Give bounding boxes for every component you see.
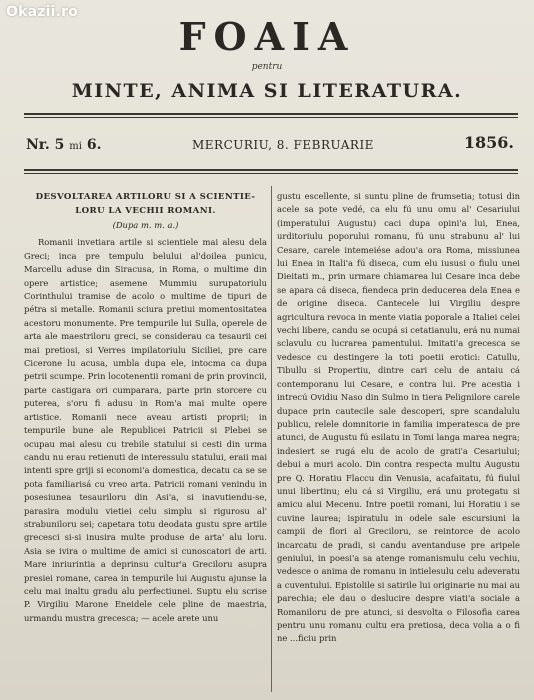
masthead-title: FOAIA — [178, 14, 356, 59]
issue-info-row — [24, 133, 518, 153]
issue-number: Nr. 5 — [26, 137, 65, 153]
watermark-brand: Okazii.ro — [6, 4, 79, 20]
issue-second-number: 6. — [86, 137, 102, 153]
right-column — [277, 190, 520, 695]
issue-number-group — [26, 137, 101, 153]
masthead-subtitle: MINTE, ANIMA SI LITERATURA. — [71, 80, 463, 102]
issue-joiner: mi — [69, 141, 82, 152]
issue-rule-thick — [24, 169, 518, 171]
masthead-rule-thin — [24, 117, 518, 118]
left-column — [24, 190, 267, 695]
article-title-line2: LORU LA VECHII ROMANI. — [75, 206, 216, 216]
issue-year: 1856. — [463, 133, 514, 152]
issue-date: MERCURIU, 8. FEBRUARIE — [192, 138, 374, 152]
article-paragraph-continued: gustu escellente, si suntu pline de frumsetia; totusi din acele sa pote vedé, ca elu fú unu omu al' Cesariului (imperatului Augustu) caci dupa opini'a lui, Enea, urditoriulu poporului romanu, fú unu strabunu al' lui Cesare, carele intemeiése adou'a ora Roma, missiunea lui Enea in Itali'a fú diseca, cum elu iususi o fiulu unei Dieitati m., prin urmare chiamarea lui Cesare inca debe se apara cá diseca, fiendeca prin deducerea dela Enea e de origine diseca. Cantecele lui Virgiliu despre agricultura revoca in mente viatia poporale a Italiei celei vechi libere, candu se ocupá si cetatianulu, erá nu numai sclavulu cu lucrarea pamentului. Imitati'a grecesca se vedesce cu destingere la toti poetii erotici: Catullu, Tibullu si Propertiu, dintre cari celu de antaiu cá contemporanu lui Cesare, e contra lui. Pre acestia i intrecú Ovidiu Naso din Sulmo in tiera Pelignilore carele dupace prin cautecile sale descoperi, spre scandalulu publicu, relele domnitorie in familia imperatesca de pre atunci, de Augustu fú esilatu in Tomi langa marea negra; indesiert se rugá elu de acolo de grati'a Cesariului; debui a muri acolo. Din contra respecta multu Augustu pre Q. Horatiu Flaccu din Venusia, acafaitatu, fú fiulul unui libertinu; elu cá si Virgiliu, erá unu protegatu si amicu alui Mecenu. Intre poetii romani, lui Horatiu i se cuvine laurea; ispiratulu in odele sale escursiuni la campii de flori al Greciloru, se reintorce de acolo incarcatu de pradi, si candu aventanduse pre aripele geniului, in poesi'a sa atenge romanismulu celu vechiu, vedesce o anima de romanu in intielesulu celu adeveratu a cuventului. Epistolile si satirile lui originarie nu mai au parechia; ele dau o deslucire despre viati'a sociale a Romaniloru de pre atunci, si desvolta o Filosofia carea pentru unu romanu cultu era pretiosa, deca volia a o fi ne ...ficiu prin — [277, 191, 520, 644]
masthead-rule-thick — [24, 113, 518, 115]
article-title — [24, 190, 267, 218]
article-byline: (Dupa m. m. a.) — [112, 220, 179, 230]
masthead-pentru: pentru — [251, 62, 283, 72]
column-divider — [271, 186, 272, 692]
issue-rule-thin — [24, 173, 518, 174]
article-title-line1: DESVOLTAREA ARTILORU SI A SCIENTIE- — [35, 192, 256, 202]
article-paragraph: Romanii invetiara artile si scientiele mai alesu dela Greci; inca pre tempulu belului al'doilea punicu, Marcellu aduse din Siracusa, in Roma, o multime din opere artistice; asemene Mummiu surupatoriulu Corinthului tramise de acolo o multime de tipuri de pétra si metalle. Romanii sciura pretiui momentositatea acestoru monumente. Pre tempurile lui Sulla, operele de arta ale maestriloru greci, se considerau ca tesaurii cei mai pretiosi, si Verres impilatoriulu Siciliei, pre care Cicerone lu acusa, umbla dupa ele, intocma ca dupa petrii scumpe. Prin locotenentii romani de prin provincii, parte castigara ori cumparara, parte prin storcere cu puterea, s'oru fi adusu in Rom'a mai multe opere artistice. Romanii nece aveau artisti proprii; in tempurile bune ale Republicei Patricii si Plebei se ocupau mai alesu cu trebile statului si cesti din urma candu nu erau retienuti de interessulu statului, eraii mai intenti spre griji si economi'a domestica, decatu ca se se pota familiarisá cu vreo arta. Patricii romani venindu in posesiunea tesauriloru din Asi'a, si inavutiendu-se, parasira modulu vietiei celu simplu si rigurosu al' strabuniloru sei; capetara totu deodata gustu spre artile grecesci si-si inusira multe produse de arta' alu loru. Asia se ivira o multime de amici si cunoscatori de arti. Mare inriurintia a deprinsu cultur'a Greciloru asupra presiei romane, carea in tempurile lui Augustu ajunse la celu mai inaltu gradu alu perfectiunei. Suptu elu scrise P. Virgiliu Marone Eneidele cele pline de maestria, urmandu mustra grecesca; — acele arete unu — [24, 237, 267, 623]
